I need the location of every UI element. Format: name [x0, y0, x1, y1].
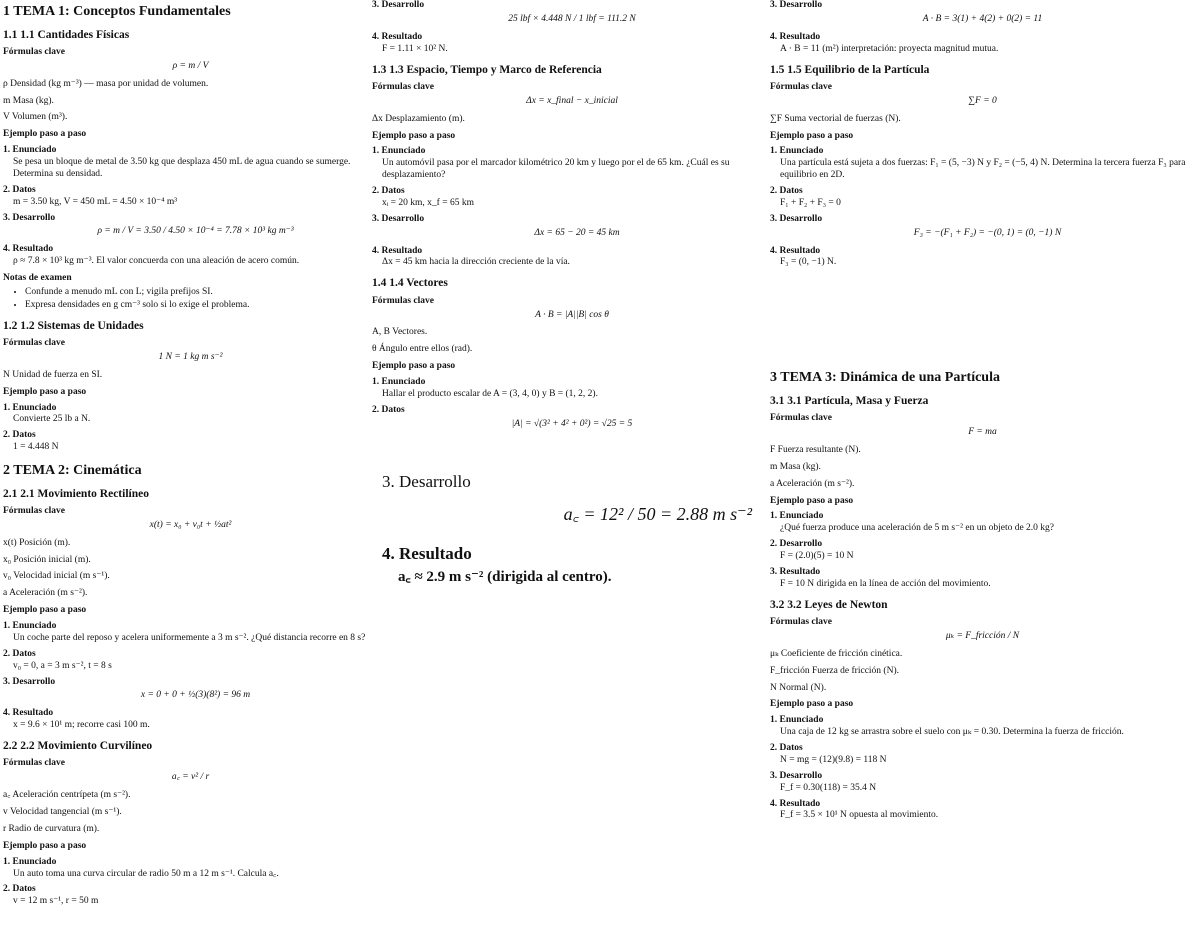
formula-equilibrium: ∑F = 0 [968, 95, 997, 106]
step-number: 4. Resultado [770, 31, 821, 42]
formulas-label: Fórmulas clave [372, 295, 435, 306]
definition: a꜀ Aceleración centrípeta (m s⁻²). [3, 790, 131, 801]
step [372, 405, 772, 417]
step-text: F = 1.11 × 10² N. [382, 43, 448, 54]
note-item: • Confunde a menudo mL con L; vigila prefijos SI. [25, 287, 378, 299]
formula-dot-product: A · B = |A||B| cos θ [535, 309, 609, 320]
step [372, 214, 772, 240]
step-number: 4. Resultado [3, 244, 54, 255]
step-text: 1 = 4.448 N [13, 442, 59, 453]
tema2-heading: 2 TEMA 2: Cinemática [3, 463, 142, 478]
formula-conversion: 25 lbf × 4.448 N / 1 lbf = 111.2 N [508, 13, 636, 24]
zoom-result-text: a꜀ ≈ 2.9 m s⁻² (dirigida al centro). [398, 569, 612, 585]
section-1-2-heading: 1.2 1.2 Sistemas de Unidades [3, 319, 144, 332]
step-text: m = 3.50 kg, V = 450 mL = 4.50 × 10⁻⁴ m³ [13, 196, 178, 207]
formulas-label: Fórmulas clave [3, 505, 66, 516]
step [372, 246, 772, 270]
step-text: F = (2.0)(5) = 10 N [780, 551, 854, 561]
step-number: 2. Datos [770, 743, 803, 753]
step-number: 3. Desarrollo [3, 212, 56, 223]
step-number: 2. Datos [3, 648, 36, 659]
step [770, 567, 1195, 591]
step-text: v = 12 m s⁻¹, r = 50 m [13, 896, 99, 907]
step-number: 3. Desarrollo [372, 213, 425, 224]
step [770, 539, 1195, 563]
formula-dot-result: A · B = 3(1) + 4(2) + 0(2) = 11 [922, 13, 1043, 24]
step-text: F_f = 0.30(118) = 35.4 N [780, 782, 877, 793]
formulas-label: Fórmulas clave [3, 338, 66, 348]
step [3, 677, 378, 703]
definition: N Normal (N). [770, 682, 827, 693]
definition: m Masa (kg). [770, 461, 821, 472]
definition: ∑F Suma vectorial de fuerzas (N). [770, 113, 901, 124]
step [3, 145, 378, 181]
formulas-label: Fórmulas clave [3, 758, 66, 769]
definition: F_fricción Fuerza de fricción (N). [770, 665, 899, 676]
definition: a Aceleración (m s⁻²). [770, 478, 855, 489]
section-3-2-heading: 3.2 3.2 Leyes de Newton [770, 598, 888, 611]
step [770, 32, 1195, 56]
definition: m Masa (kg). [3, 95, 54, 106]
step-number: 4. Resultado [372, 31, 423, 42]
step-text: Un automóvil pasa por el marcador kilométrico 20 km y luego por el de 65 km. ¿Cuál es su desplazamiento? [382, 158, 730, 181]
step-number: 2. Datos [372, 404, 405, 415]
formula-newton-second: F = ma [968, 427, 997, 437]
step-text: v₀ = 0, a = 3 m s⁻², t = 8 s [13, 660, 112, 671]
step-text: Un coche parte del reposo y acelera uniformemente a 3 m s⁻². ¿Qué distancia recorre en 8 s? [13, 632, 366, 643]
step-number: 1. Enunciado [3, 145, 57, 156]
step-number: 3. Desarrollo [3, 676, 56, 687]
step-text: F₃ = −(F₁ + F₂) = −(0, 1) = (0, −1) N [913, 227, 1062, 238]
example-label: Ejemplo paso a paso [3, 386, 87, 397]
section-1-4-heading: 1.4 1.4 Vectores [372, 277, 448, 290]
step-text: ρ ≈ 7.8 × 10³ kg m⁻³. El valor concuerda con una aleación de acero común. [13, 256, 300, 267]
step [770, 799, 1195, 823]
step [3, 213, 378, 239]
step-text: Un auto toma una curva circular de radio 50 m a 12 m s⁻¹. Calcula a꜀. [13, 868, 279, 879]
formula-density: ρ = m / V [172, 60, 209, 71]
section-2-1-heading: 2.1 2.1 Movimiento Rectilíneo [3, 487, 149, 500]
section-3-1-heading: 3.1 3.1 Partícula, Masa y Fuerza [770, 394, 929, 407]
step-number: 1. Enunciado [3, 621, 57, 631]
step [3, 708, 378, 732]
step-number: 1. Enunciado [770, 511, 824, 522]
step [372, 186, 772, 210]
definition: Δx Desplazamiento (m). [372, 113, 465, 124]
step-text: Una partícula está sujeta a dos fuerzas: F₁ = (5, −3) N y F₂ = (−5, 4) N. Determina la tercera fuerza F₃ para equilibrio en 2D. [780, 158, 1186, 181]
step [3, 884, 378, 908]
formula-friction: μₖ = F_fricción / N [945, 630, 1020, 641]
definition: N Unidad de fuerza en SI. [3, 369, 103, 380]
example-label: Ejemplo paso a paso [3, 129, 87, 140]
step [3, 244, 378, 268]
step-number: 4. Resultado [770, 245, 821, 256]
step-number: 1. Enunciado [372, 377, 426, 387]
step [3, 857, 378, 881]
step-number: 1. Enunciado [3, 856, 57, 867]
step [770, 771, 1195, 795]
definition: F Fuerza resultante (N). [770, 444, 861, 455]
formula-newton-unit: 1 N = 1 kg m s⁻² [158, 351, 223, 362]
formula-magnitude: |A| = √(3² + 4² + 0²) = √25 = 5 [511, 418, 633, 429]
example-label: Ejemplo paso a paso [770, 495, 854, 506]
formulas-label: Fórmulas clave [372, 81, 435, 92]
step-text: x = 0 + 0 + ½(3)(8²) = 96 m [140, 690, 251, 701]
tema3-heading: 3 TEMA 3: Dinámica de una Partícula [770, 370, 1000, 386]
notes-list [3, 287, 378, 312]
step [3, 403, 378, 427]
step [3, 621, 378, 645]
step-text: x = 9.6 × 10¹ m; recorre casi 100 m. [13, 720, 150, 731]
formulas-label: Fórmulas clave [770, 81, 833, 92]
step-text: ρ = m / V = 3.50 / 4.50 × 10⁻⁴ = 7.78 × 10³ kg m⁻³ [97, 226, 294, 237]
step [372, 146, 772, 182]
step [372, 32, 772, 56]
step-number: 3. Resultado [770, 566, 821, 577]
step-text: Δx = 65 − 20 = 45 km [534, 227, 620, 238]
zoom-step-number: 3. Desarrollo [382, 472, 471, 491]
definition: θ Ángulo entre ellos (rad). [372, 344, 473, 355]
step-text: F = 10 N dirigida en la línea de acción del movimiento. [780, 578, 991, 589]
step-text: F₃ = (0, −1) N. [780, 257, 837, 268]
step-number: 2. Desarrollo [770, 539, 823, 550]
definition: v Velocidad tangencial (m s⁻¹). [3, 807, 122, 817]
step [770, 186, 1195, 210]
formulas-label: Fórmulas clave [770, 413, 833, 424]
step-number: 4. Resultado [770, 798, 821, 809]
tema1-heading: 1 TEMA 1: Conceptos Fundamentales [3, 4, 231, 19]
step [3, 649, 378, 673]
definition: r Radio de curvatura (m). [3, 823, 100, 834]
step-number: 3. Desarrollo [770, 213, 823, 224]
definition: x(t) Posición (m). [3, 537, 71, 548]
zoom-formula: a꜀ = 12² / 50 = 2.88 m s⁻² [563, 504, 752, 524]
notes-label: Notas de examen [3, 273, 72, 283]
definition: ρ Densidad (kg m⁻³) — masa por unidad de volumen. [3, 78, 209, 89]
step [770, 146, 1195, 182]
step-number: 1. Enunciado [372, 146, 426, 157]
step-text: F_f = 3.5 × 10¹ N opuesta al movimiento. [780, 810, 939, 821]
step [3, 430, 378, 454]
step-text: A · B = 11 (m²) interpretación: proyecta magnitud mutua. [780, 43, 999, 54]
step-number: 4. Resultado [372, 245, 423, 256]
section-1-5-heading: 1.5 1.5 Equilibrio de la Partícula [770, 63, 930, 76]
definition: A, B Vectores. [372, 327, 428, 338]
step-number: 1. Enunciado [770, 715, 824, 726]
column-right [770, 0, 1195, 822]
step-text: F₁ + F₂ + F₃ = 0 [780, 197, 841, 208]
step-text: xᵢ = 20 km, x_f = 65 km [382, 197, 474, 208]
section-1-1-heading: 1.1 1.1 Cantidades Físicas [3, 28, 130, 41]
step-number: 3. Desarrollo [770, 0, 823, 10]
step [372, 377, 772, 401]
formula-centripetal: a꜀ = v² / r [171, 772, 210, 783]
step-number: 3. Desarrollo [372, 0, 425, 10]
step-number: 3. Desarrollo [770, 770, 823, 781]
formulas-label: Fórmulas clave [3, 46, 66, 57]
step [770, 246, 1195, 270]
step-number: 2. Datos [3, 184, 36, 195]
definition: μₖ Coeficiente de fricción cinética. [770, 648, 903, 659]
definition: a Aceleración (m s⁻²). [3, 588, 88, 599]
zoom-result-number: 4. Resultado [382, 544, 472, 563]
definition: v₀ Velocidad inicial (m s⁻¹). [3, 571, 110, 582]
example-label: Ejemplo paso a paso [372, 130, 456, 141]
formula-position: x(t) = x₀ + v₀t + ½at² [149, 519, 232, 530]
step-number: 1. Enunciado [3, 402, 57, 413]
step-number: 2. Datos [372, 186, 405, 196]
section-2-2-heading: 2.2 2.2 Movimiento Curvilíneo [3, 740, 153, 752]
step-number: 1. Enunciado [770, 146, 824, 157]
column-left [3, 0, 378, 908]
step [770, 511, 1195, 535]
section-1-3-heading: 1.3 1.3 Espacio, Tiempo y Marco de Referencia [372, 63, 602, 76]
step [770, 214, 1195, 240]
note-item: • Expresa densidades en g cm⁻³ solo si lo exige el problema. [25, 300, 378, 312]
definition: x₀ Posición inicial (m). [3, 554, 91, 565]
example-label: Ejemplo paso a paso [3, 605, 87, 616]
step-number: 2. Datos [770, 186, 803, 196]
step [3, 185, 378, 209]
example-label: Ejemplo paso a paso [372, 361, 456, 372]
step-text: Δx = 45 km hacia la dirección creciente de la vía. [382, 257, 570, 268]
step-text: N = mg = (12)(9.8) = 118 N [780, 754, 887, 765]
definition: V Volumen (m³). [3, 112, 68, 123]
step-text: Hallar el producto escalar de A = (3, 4, 0) y B = (1, 2, 2). [382, 388, 598, 399]
step-text: Una caja de 12 kg se arrastra sobre el suelo con μₖ = 0.30. Determina la fuerza de fricción. [780, 727, 1124, 738]
example-label: Ejemplo paso a paso [770, 130, 854, 141]
step-number: 2. Datos [3, 430, 36, 441]
step-text: Se pesa un bloque de metal de 3.50 kg que desplaza 450 mL de agua cuando se sumerge. Determina su densidad. [13, 157, 351, 179]
step-number: 4. Resultado [3, 708, 54, 719]
step-text: Convierte 25 lb a N. [13, 414, 91, 425]
step-number: 2. Datos [3, 884, 36, 895]
step [770, 715, 1195, 739]
formulas-label: Fórmulas clave [770, 617, 833, 627]
step [770, 743, 1195, 767]
example-label: Ejemplo paso a paso [3, 840, 87, 851]
step-text: ¿Qué fuerza produce una aceleración de 5 m s⁻² en un objeto de 2.0 kg? [780, 523, 1055, 534]
formula-displacement: Δx = x_final − x_inicial [526, 95, 618, 106]
zoomed-example [382, 472, 772, 586]
example-label: Ejemplo paso a paso [770, 699, 854, 710]
column-middle [372, 0, 772, 437]
